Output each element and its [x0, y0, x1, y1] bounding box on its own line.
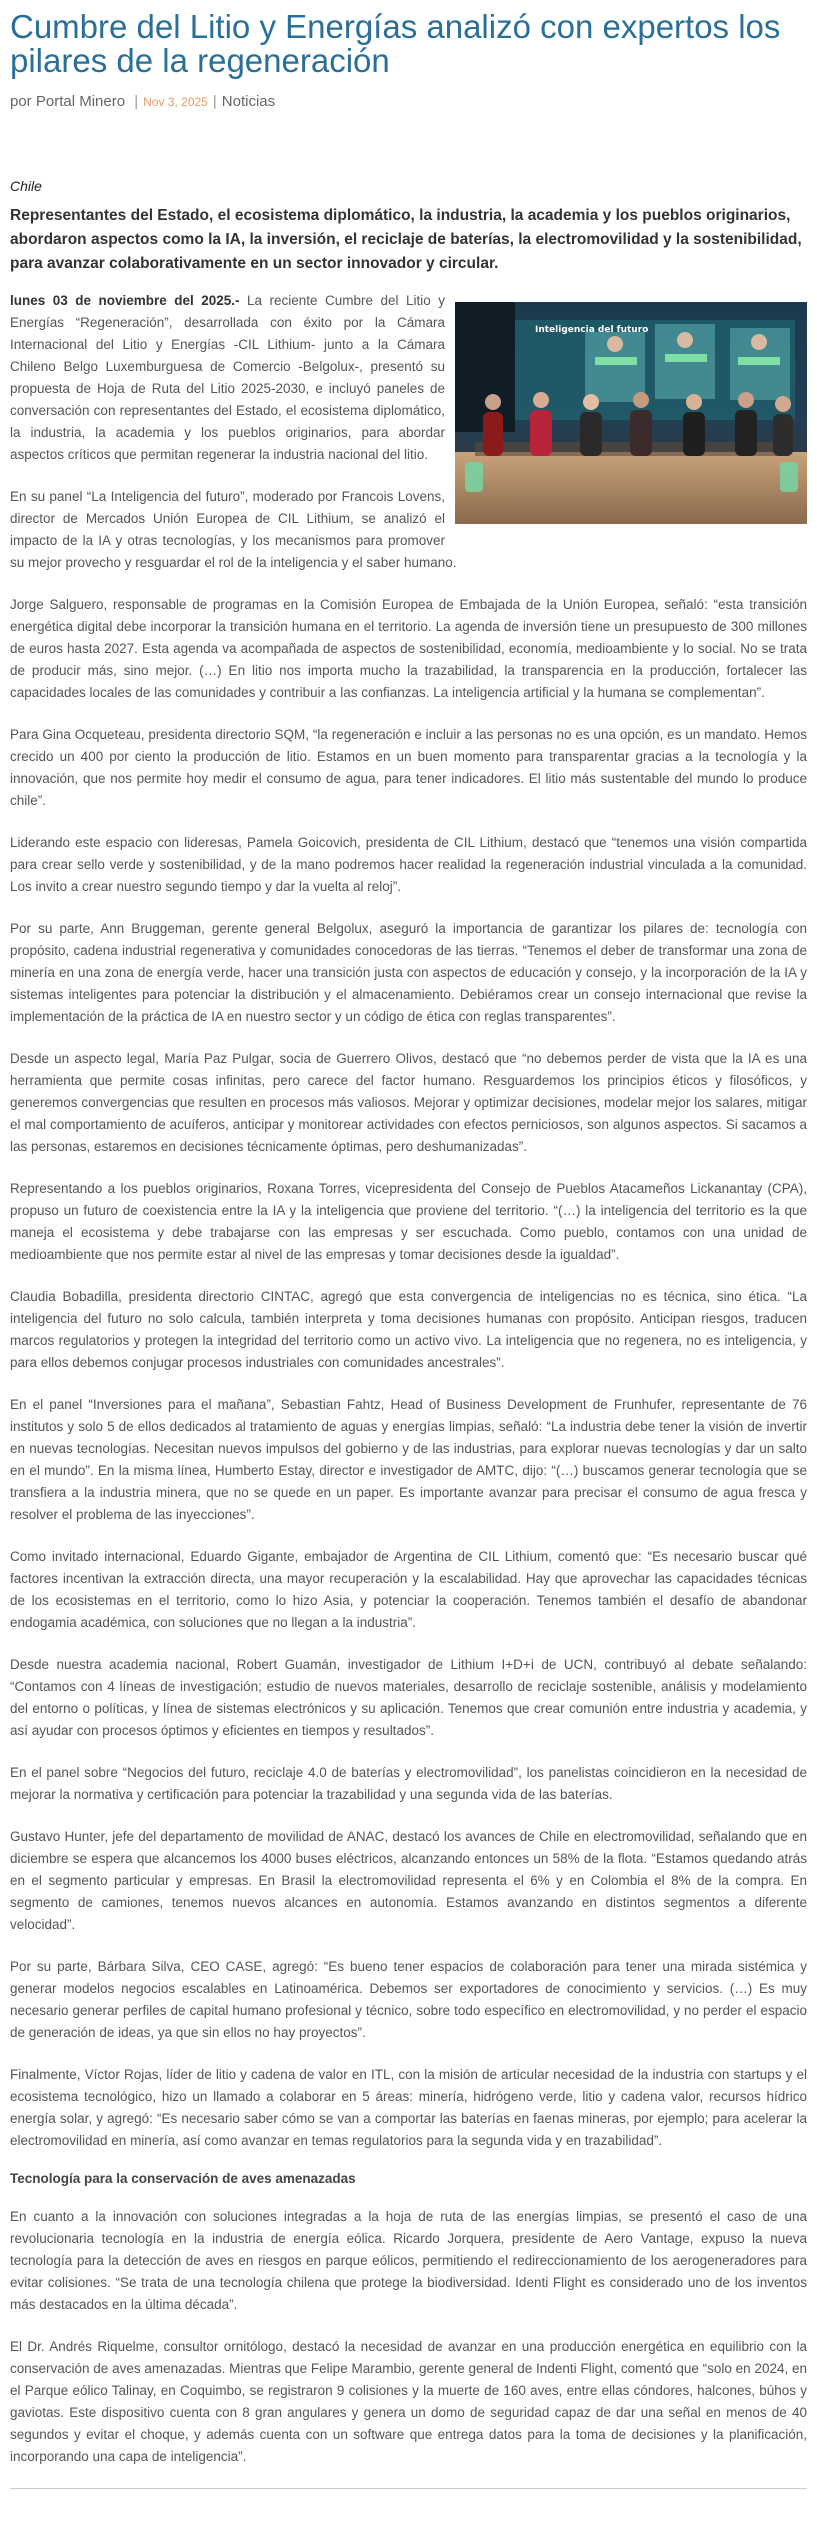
paragraph: En cuanto a la innovación con soluciones integradas a la hoja de ruta de las energías limpias, se presentó el caso de una revolucionaria tecnología en la industria de energía eólica. Ricardo Jorquera, presidente de Aero Vantage, expuso la nueva tecnología para la detección de aves en riesgos en parque eólicos, permitiendo el redireccionamiento de los aerogeneradores para evitar colisiones. “Se trata de una tecnología chilena que protege la biodiversidad. Identi Flight es considerado uno de los inventos más destacados en la última década”.	[10, 2209, 807, 2312]
paragraph: Finalmente, Víctor Rojas, líder de litio y cadena de valor en ITL, con la misión de articular necesidad de la industria con startups y el ecosistema tecnológico, hizo un llamado a colaborar en 5 áreas: minería, hidrógeno verde, litio y cadena valor, recursos hídrico energía solar, y agregó: “Es necesario saber cómo se van a comportar las baterías en faenas mineras, por ejemplo; para acelerar la electromovilidad en minería, así como avanzar en temas regulatorios para la segunda vida y en trazabilidad”.	[10, 2067, 807, 2148]
paragraph: Gustavo Hunter, jefe del departamento de movilidad de ANAC, destacó los avances de Chile en electromovilidad, señalando que en diciembre se espera que alcancemos los 4000 buses eléctricos, alcanzando entonces un 58% de la flota. “Estamos quedando atrás en el segmento particular y empresas. En Brasil la electromovilidad representa el 6% y en Colombia el 8% de la compra. En segmento de camiones, tenemos nuevos alcances en autonomía. Estamos avanzando en distintos segmentos a diferente velocidad”.	[10, 1829, 807, 1932]
panel-photo-overlay-text: Inteligencia del futuro	[535, 325, 649, 335]
paragraph: Por su parte, Bárbara Silva, CEO CASE, agregó: “Es bueno tener espacios de colaboración para tener una mirada sistémica y generar modelos negocios escalables en Latinoamérica. Debemos ser exportadores de conocimiento y servicios. (…) Es muy necesario generar perfiles de capital humano profesional y técnico, sobre todo específico en electromovilidad, y no perder el espacio de generación de ideas, ya que sin ellos no hay proyectos”.	[10, 1959, 807, 2040]
paragraph: En su panel “La Inteligencia del futuro”, moderado por Francois Lovens, director de Mercados Unión Europea de CIL Lithium, se analizó el impacto de la IA y otras tecnologías, y los mecanismos para promover su mejor provecho y resguardar el rol de la inteligencia y el saber humano.	[10, 489, 457, 570]
article-body	[10, 290, 807, 2468]
paragraph: Como invitado internacional, Eduardo Gigante, embajador de Argentina de CIL Lithium, comentó que: “Es necesario buscar qué factores incentivan la extracción directa, una mayor recuperación y la escalabilidad. Hay que aprovechar las capacidades técnicas de los ecosistemas en el territorio, como lo hizo Asia, y potenciar la cooperación. Tenemos también el desafío de abandonar endogamia académica, con soluciones que no llegan a la industria”.	[10, 1549, 807, 1630]
dateline: lunes 03 de noviembre del 2025.-	[10, 293, 240, 308]
category-link[interactable]: Noticias	[221, 93, 276, 110]
paragraph: Para Gina Ocqueteau, presidenta directorio SQM, “la regeneración e incluir a las personas no es una opción, es un mandato. Hemos crecido un 400 por ciento la producción de litio. Estamos en un buen momento para transparentar gracias a la tecnología y la innovación, que nos permite hoy medir el consumo de agua, para tener indicadores. El litio más sustentable del mundo lo produce chile”.	[10, 727, 807, 808]
publish-date: Nov 3, 2025	[143, 95, 208, 109]
meta-separator: |	[212, 93, 217, 110]
meta-separator: |	[134, 93, 139, 110]
article-lead: Representantes del Estado, el ecosistema diplomático, la industria, la academia y los pueblos originarios, abordaron aspectos como la IA, la inversión, el reciclaje de baterías, la electromovilidad y la sostenibilidad, para avanzar colaborativamente en un sector innovador y circular.	[10, 207, 802, 272]
paragraph: Jorge Salguero, responsable de programas en la Comisión Europea de Embajada de la Unión Europea, señaló: “esta transición energética digital debe incorporar la transición humana en el territorio. La agenda de inversión tiene un presupuesto de 300 millones de euros hasta 2027. Esta agenda va acompañada de aspectos de sostenibilidad, economía, medioambiente y lo social. No se trata de producir más, sino mejor. (…) En litio nos importa mucho la trazabilidad, la transparencia en la producción, fortalecer las capacidades locales de las comunidades y contribuir a las confianzas. La inteligencia artificial y la humana se complementan”.	[10, 597, 807, 700]
article-location: Chile	[10, 178, 42, 194]
intro-text: La reciente Cumbre del Litio y Energías “Regeneración”, desarrollada con éxito por la Cámara Internacional del Litio y Energías -CIL Lithium- junto a la Cámara Chileno Belgo Luxemburguesa de Comercio -Belgolux-, presentó su propuesta de Hoja de Ruta del Litio 2025-2030, e incluyó paneles de conversación con representantes del Estado, el ecosistema diplomático, la industria, la academia y los pueblos originarios, para abordar aspectos críticos que permitan regenerar la industria nacional del litio.	[10, 293, 446, 462]
article-divider	[10, 2488, 807, 2489]
paragraph: En el panel “Inversiones para el mañana”, Sebastian Fahtz, Head of Business Development de Frunhufer, representante de 76 institutos y solo 5 de ellos dedicados al tratamiento de aguas y energías limpias, señaló: “La industria debe tener la visión de invertir en nuevas tecnologías. Necesitan nuevos impulsos del gobierno y de las industrias, para explorar nuevas tecnologías y dar un salto en el mundo”. En la misma línea, Humberto Estay, director e investigador de AMTC, dijo: “(…) buscamos generar tecnología que se transfiera a la industria minera, que no se quede en un paper. Es importante avanzar para precisar el consumo de agua fresca y resolver el problema de las inyecciones”.	[10, 1397, 807, 1522]
article-meta	[10, 93, 807, 110]
paragraph: En el panel sobre “Negocios del futuro, reciclaje 4.0 de baterías y electromovilidad”, los panelistas coincidieron en la necesidad de mejorar la normativa y certificación para potenciar la trazabilidad y una segunda vida de las baterías.	[10, 1765, 807, 1802]
paragraph: Desde un aspecto legal, María Paz Pulgar, socia de Guerrero Olivos, destacó que “no debemos perder de vista que la IA es una herramienta que permite cosas infinitas, pero carece del factor humano. Resguardemos los principios éticos y filosóficos, y generemos convergencias que resulten en procesos más valiosos. Mejorar y optimizar decisiones, modelar mejor los salares, mitigar el mal comportamiento de acuíferos, anticipar y monitorear actividades con efectos perniciosos, son algunos aspectos. Si sacamos a las personas, estaremos en decisiones técnicamente óptimas, pero deshumanizadas”.	[10, 1051, 807, 1154]
panel-photo-image	[455, 302, 807, 524]
paragraph: Representando a los pueblos originarios, Roxana Torres, vicepresidenta del Consejo de Pueblos Atacameños Lickanantay (CPA), propuso un futuro de coexistencia entre la IA y la inteligencia que proviene del territorio. “(…) la inteligencia del territorio es la que maneja el ecosistema y debe trabajarse con las empresas y ser escuchada. Como pueblo, contamos con una unidad de medioambiente que nos permite estar al nivel de las empresas y tomar decisiones desde la igualdad”.	[10, 1181, 807, 1262]
paragraph: El Dr. Andrés Riquelme, consultor ornitólogo, destacó la necesidad de avanzar en una producción energética en equilibrio con la conservación de aves amenazadas. Mientras que Felipe Marambio, gerente general de Indenti Flight, comentó que “solo en 2024, en el Parque eólico Talinay, en Coquimbo, se registraron 9 colisiones y la muerte de 160 aves, entre ellas cóndores, halcones, búhos y gaviotas. Este dispositivo cuenta con 8 gran angulares y genera un domo de seguridad capaz de dar una señal en menos de 40 segundos y evitar el choque, y además cuenta con un software que entrega datos para la toma de decisiones y la planificación, incorporando una capa de inteligencia”.	[10, 2339, 807, 2464]
section-subheading: Tecnología para la conservación de aves amenazadas	[10, 2171, 356, 2186]
paragraph: Desde nuestra academia nacional, Robert Guamán, investigador de Lithium I+D+i de UCN, contribuyó al debate señalando: “Contamos con 4 líneas de investigación; estudio de nuevos materiales, desarrollo de reciclaje sostenible, análisis y modelamiento del entorno o políticas, y línea de sistemas electrónicos y su aplicación. Tenemos que crear comunión entre industria y academia, y así ayudar con procesos óptimos y eficientes en tiempos y resultados”.	[10, 1657, 807, 1738]
paragraph: Liderando este espacio con lideresas, Pamela Goicovich, presidenta de CIL Lithium, destacó que “tenemos una visión compartida para crear sello verde y sostenibilidad, y de la mano podremos hacer realidad la regeneración industrial vinculada a la comunidad. Los invito a crear nuestro segundo tiempo y dar la vuelta al reloj”.	[10, 835, 807, 894]
article-title: Cumbre del Litio y Energías analizó con expertos los pilares de la regeneración	[10, 8, 781, 79]
meta-by: por	[10, 93, 32, 110]
paragraph: Por su parte, Ann Bruggeman, gerente general Belgolux, aseguró la importancia de garantizar los pilares de: tecnología con propósito, cadena industrial regenerativa y comunidades conocedoras de las tierras. “Tenemos el deber de transformar una zona de minería en una zona de energía verde, hacer una transición justa con aspectos de educación y consejo, y la incorporación de la IA y sistemas inteligentes para potenciar la distribución y el almacenamiento. Debiéramos crear un consejo internacional que revise la implementación de la práctica de IA en nuestro sector y un código de ética con reglas transparentes”.	[10, 921, 807, 1024]
author-link[interactable]: Portal Minero	[35, 93, 126, 110]
paragraph: Claudia Bobadilla, presidenta directorio CINTAC, agregó que esta convergencia de inteligencias no es técnica, sino ética. “La inteligencia del futuro no solo calcula, también interpreta y toma decisiones humanas con propósito. Anticipan riesgos, traducen marcos regulatorios y protegen la integridad del territorio como un activo vivo. La inteligencia que no regenera, no es inteligencia, y para ellos debemos conjugar procesos industriales con comunidades ancestrales”.	[10, 1289, 807, 1370]
panel-photo	[455, 302, 807, 524]
